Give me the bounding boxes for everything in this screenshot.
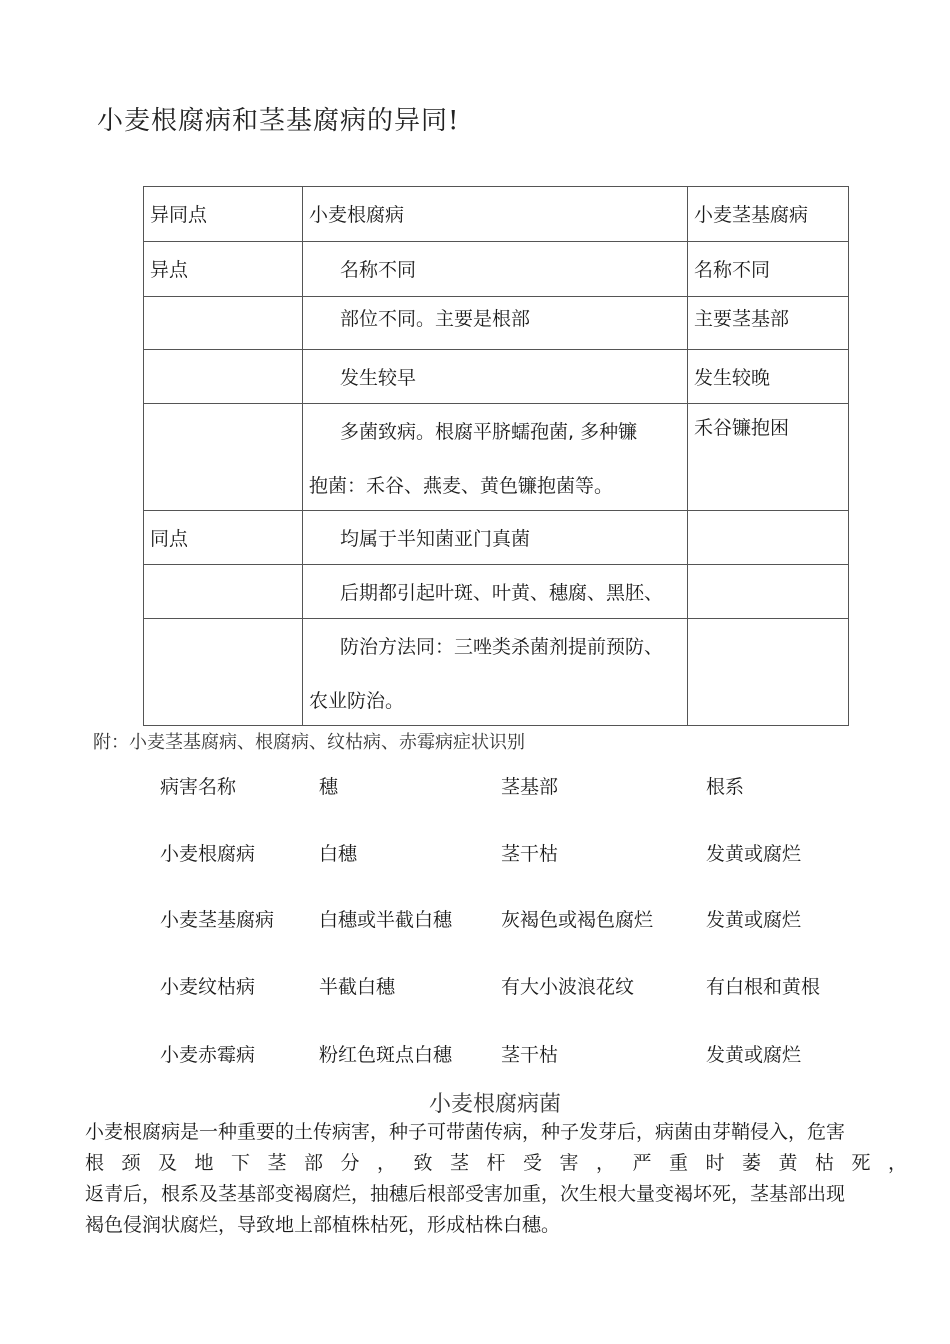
table-cell: 禾谷镰抱困 xyxy=(688,404,849,511)
table-cell xyxy=(303,297,688,350)
stem-base-symptom: 有大小波浪花纹 xyxy=(501,976,635,998)
symptom-row xyxy=(0,972,950,1002)
header-cell: 小麦茎基腐病 xyxy=(688,187,849,242)
symptom-row xyxy=(0,905,950,935)
appendix-note: 附：小麦茎基腐病、根腐病、纹枯病、赤霉病症状识别 xyxy=(93,732,525,753)
table-row xyxy=(144,350,849,404)
header-cell: 小麦根腐病 xyxy=(303,187,688,242)
ear-symptom: 白穗或半截白穗 xyxy=(319,909,453,931)
comparison-table xyxy=(143,186,849,726)
disease-name: 小麦根腐病 xyxy=(160,843,256,865)
table-row xyxy=(144,619,849,726)
root-symptom: 发黄或腐烂 xyxy=(706,909,802,931)
table-cell xyxy=(144,404,303,511)
cell-text: 多菌致病。根腐平脐蠕孢菌, 多种镰 xyxy=(340,421,638,443)
table-cell: 同点 xyxy=(144,511,303,565)
table-cell xyxy=(303,242,688,297)
paragraph-line: 返青后，根系及茎基部变褐腐烂，抽穗后根部受害加重，次生根大量变褐坏死，茎基部出现 xyxy=(85,1183,846,1205)
root-symptom: 有白根和黄根 xyxy=(706,976,821,998)
table-cell xyxy=(303,619,688,726)
table-cell xyxy=(144,565,303,619)
table-cell xyxy=(144,350,303,404)
table-row xyxy=(144,511,849,565)
table-cell xyxy=(303,565,688,619)
table-cell xyxy=(688,619,849,726)
body-paragraph xyxy=(85,1117,907,1241)
table-row xyxy=(144,565,849,619)
cell-text: 均属于半知菌亚门真菌 xyxy=(340,528,531,550)
disease-name: 小麦茎基腐病 xyxy=(160,909,275,931)
column-header: 病害名称 xyxy=(160,776,237,798)
paragraph-line: 小麦根腐病是一种重要的土传病害，种子可带菌传病，种子发芽后，病菌由芽鞘侵入，危害 xyxy=(85,1121,846,1143)
table-cell: 异点 xyxy=(144,242,303,297)
cell-text: 防治方法同：三唑类杀菌剂提前预防、 xyxy=(340,636,664,658)
cell-text: 发生较早 xyxy=(340,367,417,389)
stem-base-symptom: 灰褐色或褐色腐烂 xyxy=(501,909,654,931)
table-row xyxy=(144,187,849,242)
table-cell xyxy=(688,565,849,619)
column-header: 茎基部 xyxy=(501,776,559,798)
symptom-header-row xyxy=(0,772,950,802)
cell-text: 名称不同 xyxy=(340,259,417,281)
table-cell xyxy=(303,511,688,565)
table-row xyxy=(144,297,849,350)
table-row xyxy=(144,242,849,297)
root-symptom: 发黄或腐烂 xyxy=(706,1044,802,1066)
table-cell xyxy=(688,511,849,565)
symptom-row xyxy=(0,839,950,869)
stem-base-symptom: 茎干枯 xyxy=(501,1044,559,1066)
table-cell xyxy=(303,350,688,404)
table-cell: 主要茎基部 xyxy=(688,297,849,350)
table-cell: 发生较晚 xyxy=(688,350,849,404)
page-title: 小麦根腐病和茎基腐病的异同! xyxy=(97,106,460,136)
header-cell: 异同点 xyxy=(144,187,303,242)
disease-name: 小麦纹枯病 xyxy=(160,976,256,998)
paragraph-line: 根颈及地下茎部分，致茎杆受害，严重时萎黄枯死， xyxy=(85,1152,907,1174)
stem-base-symptom: 茎干枯 xyxy=(501,843,559,865)
cell-text: 后期都引起叶斑、叶黄、穗腐、黑胚、 xyxy=(340,582,664,604)
table-row xyxy=(144,404,849,511)
ear-symptom: 白穗 xyxy=(319,843,358,865)
table-cell: 名称不同 xyxy=(688,242,849,297)
symptom-row xyxy=(0,1040,950,1070)
column-header: 穗 xyxy=(319,776,339,798)
table-cell xyxy=(144,619,303,726)
root-symptom: 发黄或腐烂 xyxy=(706,843,802,865)
ear-symptom: 粉红色斑点白穗 xyxy=(319,1044,453,1066)
disease-name: 小麦赤霉病 xyxy=(160,1044,256,1066)
ear-symptom: 半截白穗 xyxy=(319,976,396,998)
section-heading: 小麦根腐病菌 xyxy=(428,1092,561,1117)
table-cell xyxy=(303,404,688,511)
cell-text: 抱菌：禾谷、燕麦、黄色镰抱菌等。 xyxy=(309,475,614,497)
table-cell xyxy=(144,297,303,350)
column-header: 根系 xyxy=(706,776,745,798)
paragraph-line: 褐色侵润状腐烂，导致地上部植株枯死，形成枯株白穗。 xyxy=(85,1214,561,1236)
cell-text: 农业防治。 xyxy=(309,690,405,712)
cell-text: 部位不同。主要是根部 xyxy=(340,308,531,330)
